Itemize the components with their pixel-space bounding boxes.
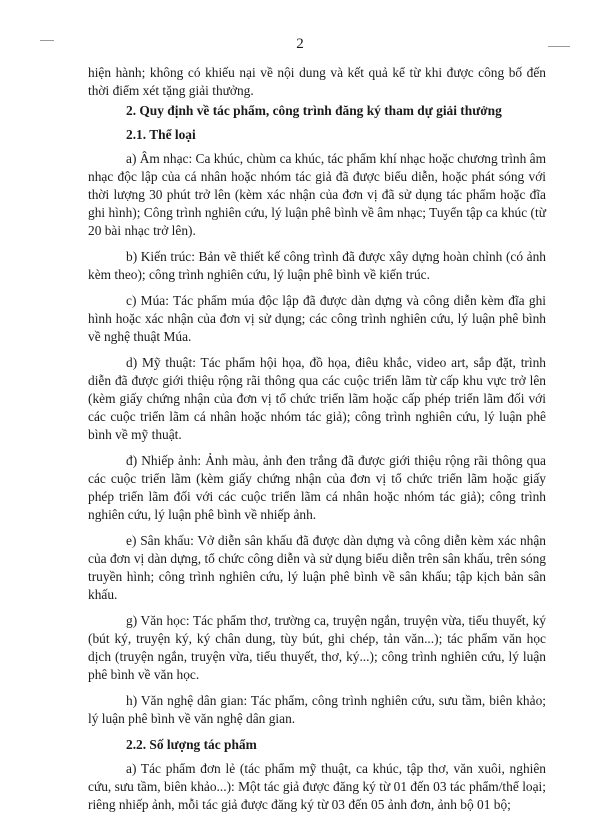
section-heading-2-2: 2.2. Số lượng tác phẩm [126, 737, 257, 752]
paragraph-architecture: b) Kiến trúc: Bản vẽ thiết kế công trình đã được xây dựng hoàn chỉnh (có ảnh kèm theo); công trình nghiên cứu, lý luận phê bình về kiến trúc. [88, 249, 546, 282]
paragraph-music: a) Âm nhạc: Ca khúc, chùm ca khúc, tác phẩm khí nhạc hoặc chương trình âm nhạc độc lập của cá nhân hoặc nhóm tác giả đã được biểu diễn, hoặc phát sóng với thời lượng 30 phút trở lên (kèm xác nhận của đơn vị đã sử dụng tác phẩm hoặc đĩa ghi hình); Công trình nghiên cứu, lý luận phê bình về âm nhạc; Tuyển tập ca khúc (từ 20 bài nhạc trở lên). [88, 151, 547, 238]
paragraph-single-works: a) Tác phẩm đơn lẻ (tác phẩm mỹ thuật, ca khúc, tập thơ, văn xuôi, nghiên cứu, sưu tầm, biên khảo...): Một tác giả được đăng ký từ 01 đến 03 tác phẩm/thể loại; riêng nhiếp ảnh, mỗi tác giả được đăng ký từ 03 đến 05 ảnh đơn, ảnh bộ 01 bộ; [88, 761, 546, 812]
paragraph-photography: đ) Nhiếp ảnh: Ảnh màu, ảnh đen trắng đã được giới thiệu rộng rãi thông qua các cuộc triển lãm (kèm giấy chứng nhận của đơn vị tổ chức triển lãm hoặc giấy phép triển lãm đối với các cuộc triển lãm cá nhân hoặc nhóm tác giả); công trình nghiên cứu, lý luận phê bình về nhiếp ảnh. [88, 453, 546, 522]
section-heading-2-1: 2.1. Thể loại [126, 127, 196, 142]
section-heading-2: 2. Quy định về tác phẩm, công trình đăng ký tham dự giải thưởng [126, 103, 502, 118]
paragraph-folk-arts: h) Văn nghệ dân gian: Tác phẩm, công trình nghiên cứu, sưu tầm, biên khảo; lý luận phê bình về văn nghệ dân gian. [88, 693, 546, 726]
intro-paragraph: hiện hành; không có khiếu nại về nội dung và kết quả kể từ khi được công bố đến thời điểm xét tặng giải thưởng. [88, 65, 546, 98]
document-body [88, 64, 546, 822]
paragraph-literature: g) Văn học: Tác phẩm thơ, trường ca, truyện ngắn, truyện vừa, tiểu thuyết, ký (bút ký, truyện ký, ký chân dung, tùy bút, ghi chép, tản văn...); tác phẩm văn học dịch (truyện ngắn, truyện vừa, tiểu thuyết, thơ, ký...); công trình nghiên cứu, lý luận phê bình về văn học. [88, 613, 546, 682]
paragraph-fine-arts: d) Mỹ thuật: Tác phẩm hội họa, đồ họa, điêu khắc, video art, sắp đặt, trình diễn đã được giới thiệu rộng rãi thông qua các cuộc triển lãm từ cấp khu vực trở lên (kèm giấy chứng nhận của đơn vị tổ chức triển lãm hoặc cấp phép triển lãm đối với các cuộc triển lãm cá nhân hoặc nhóm tác giả); công trình nghiên cứu, lý luận phê bình về mỹ thuật. [88, 355, 546, 442]
page-number: 2 [296, 36, 304, 52]
paragraph-theatre: e) Sân khấu: Vở diễn sân khấu đã được dàn dựng và công diễn kèm xác nhận của đơn vị dàn dựng, tổ chức công diễn và sử dụng biểu diễn trên sân khấu, trên sóng truyền hình; công trình nghiên cứu, lý luận phê bình về sân khấu; tập kịch bản sân khấu. [88, 533, 546, 602]
paragraph-dance: c) Múa: Tác phẩm múa độc lập đã được dàn dựng và công diễn kèm đĩa ghi hình hoặc xác nhận của đơn vị sử dụng; các công trình nghiên cứu, lý luận phê bình về nghệ thuật Múa. [88, 293, 546, 344]
